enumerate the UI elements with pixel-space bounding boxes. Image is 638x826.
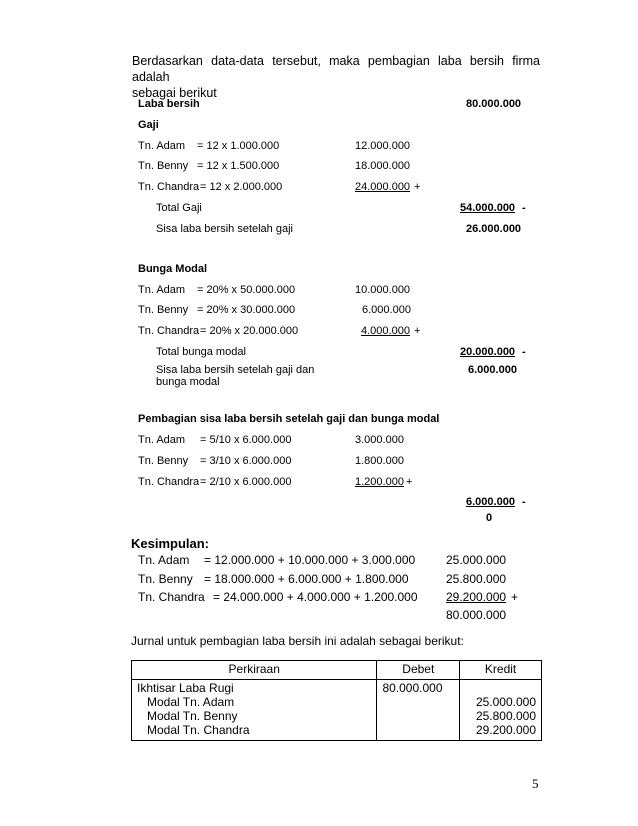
kesimpulan-row-formula: = 12.000.000 + 10.000.000 + 3.000.000 [204, 553, 416, 567]
debet-header: Debet [377, 661, 460, 680]
kesimpulan-row-amount: 25.800.000 [446, 572, 507, 586]
bunga-row-name: Tn. Chandra [138, 325, 200, 337]
bunga-row-formula: = 20% x 30.000.000 [197, 304, 296, 316]
pembagian-row-name: Tn. Benny [138, 455, 189, 467]
gaji-row-name: Tn. Chandra [138, 181, 200, 193]
kesimpulan-row-formula: = 18.000.000 + 6.000.000 + 1.800.000 [204, 572, 409, 586]
kesimpulan-row-formula: = 24.000.000 + 4.000.000 + 1.200.000 [213, 590, 418, 604]
kesimpulan-plus-sign: + [511, 590, 519, 604]
gaji-row-formula: = 12 x 1.500.000 [197, 160, 280, 172]
pembagian-row-amount: 1.800.000 [355, 455, 404, 467]
jurnal-body-row [132, 680, 542, 741]
bunga-row-amount: 10.000.000 [355, 284, 411, 296]
page-number: 5 [532, 776, 539, 791]
gaji-row-name: Tn. Benny [138, 160, 189, 172]
gaji-plus-sign: + [414, 181, 421, 193]
bunga-row-amount: 4.000.000 [361, 325, 410, 337]
perkiraan-cell [132, 680, 377, 741]
laba-bersih-label: Laba bersih [138, 98, 200, 110]
bunga-row-amount: 6.000.000 [362, 304, 411, 316]
sisa-setelah-gaji-amount: 26.000.000 [466, 223, 522, 235]
bunga-plus-sign: + [414, 325, 421, 337]
kredit-cell [460, 680, 542, 741]
pembagian-row-name: Tn. Adam [138, 434, 186, 446]
bunga-row-name: Tn. Benny [138, 304, 189, 316]
bunga-row-formula: = 20% x 20.000.000 [200, 325, 299, 337]
credit-account: Modal Tn. Adam [147, 695, 235, 709]
sisa-setelah-bunga-label-line1: Sisa laba bersih setelah gaji dan [156, 364, 315, 376]
intro-line-2: sebagai berikut [132, 86, 217, 100]
gaji-row-formula: = 12 x 2.000.000 [200, 181, 283, 193]
credit-amount: 29.200.000 [475, 723, 536, 737]
jurnal-header-row [132, 661, 542, 680]
jurnal-table [131, 660, 542, 741]
total-bunga-label: Total bunga modal [156, 346, 246, 358]
kesimpulan-row-amount: 25.000.000 [446, 553, 507, 567]
total-gaji-label: Total Gaji [156, 202, 202, 214]
gaji-heading: Gaji [138, 119, 159, 131]
kesimpulan-row-name: Tn. Benny [138, 572, 193, 586]
pembagian-minus-sign: - [522, 496, 526, 508]
pembagian-plus-sign: + [406, 476, 413, 488]
pembagian-total-amount: 6.000.000 [466, 496, 515, 508]
pembagian-row-name: Tn. Chandra [138, 476, 200, 488]
jurnal-intro: Jurnal untuk pembagian laba bersih ini adalah sebagai berikut: [131, 634, 464, 648]
bunga-heading: Bunga Modal [138, 263, 208, 275]
total-bunga-minus-sign: - [522, 346, 526, 358]
kesimpulan-row-name: Tn. Chandra [138, 590, 205, 604]
credit-amount: 25.800.000 [475, 709, 536, 723]
pembagian-row-formula: = 2/10 x 6.000.000 [200, 476, 292, 488]
total-gaji-minus-sign: - [522, 202, 526, 214]
gaji-row-amount: 12.000.000 [355, 140, 411, 152]
sisa-setelah-bunga-amount: 6.000.000 [468, 364, 517, 376]
debit-account: Ikhtisar Laba Rugi [137, 681, 234, 695]
gaji-row-formula: = 12 x 1.000.000 [197, 140, 280, 152]
pembagian-heading: Pembagian sisa laba bersih setelah gaji dan bunga modal [138, 413, 440, 425]
kesimpulan-row-amount: 29.200.000 [446, 590, 507, 604]
gaji-row-amount: 24.000.000 [355, 181, 411, 193]
gaji-row-amount: 18.000.000 [355, 160, 411, 172]
laba-bersih-amount: 80.000.000 [466, 98, 522, 110]
kesimpulan-row-name: Tn. Adam [138, 553, 190, 567]
perkiraan-header: Perkiraan [132, 661, 377, 680]
gaji-row-name: Tn. Adam [138, 140, 186, 152]
pembagian-result: 0 [486, 512, 493, 524]
sisa-setelah-gaji-label: Sisa laba bersih setelah gaji [156, 223, 293, 235]
pembagian-row-formula: = 3/10 x 6.000.000 [200, 455, 292, 467]
debet-cell [377, 680, 460, 741]
credit-account: Modal Tn. Benny [147, 709, 238, 723]
credit-account: Modal Tn. Chandra [147, 723, 250, 737]
intro-line-1: Berdasarkan data-data tersebut, maka pembagian laba bersih firma adalah [132, 54, 540, 84]
pembagian-row-amount: 3.000.000 [355, 434, 404, 446]
kesimpulan-heading: Kesimpulan: [131, 536, 210, 551]
pembagian-row-amount: 1.200.000 [355, 476, 404, 488]
bunga-row-formula: = 20% x 50.000.000 [197, 284, 296, 296]
intro-paragraph [132, 53, 540, 101]
total-gaji-amount: 54.000.000 [460, 202, 516, 214]
pembagian-row-formula: = 5/10 x 6.000.000 [200, 434, 292, 446]
debit-amount: 80.000.000 [382, 681, 443, 695]
total-bunga-amount: 20.000.000 [460, 346, 516, 358]
sisa-setelah-bunga-label-line2: bunga modal [156, 376, 220, 388]
credit-amount: 25.000.000 [475, 695, 536, 709]
kesimpulan-total: 80.000.000 [446, 608, 507, 622]
bunga-row-name: Tn. Adam [138, 284, 186, 296]
kredit-header: Kredit [460, 661, 542, 680]
